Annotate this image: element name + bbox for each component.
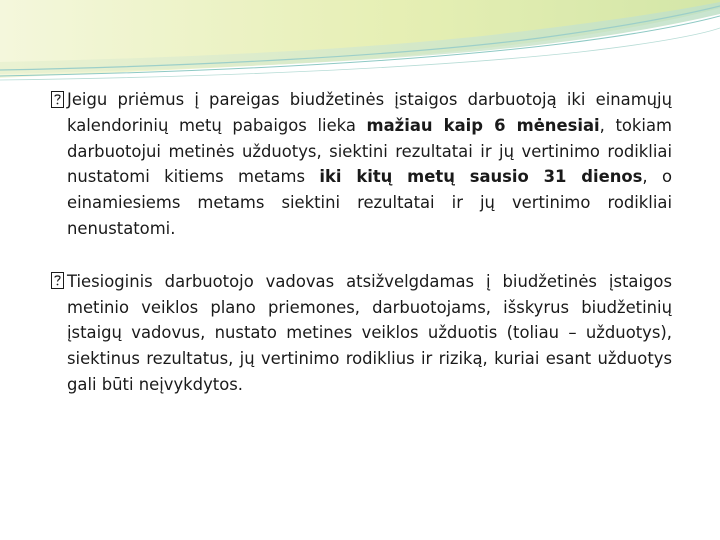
paragraph-probation-deadline	[50, 87, 672, 242]
paragraph-text-segment: Jeigu priėmus į pareigas biudžetinės įstaigos darbuotoją iki einamųjų kalendorinių metų pabaigos lieka	[67, 90, 672, 135]
paragraph-bold-segment: mažiau kaip 6 mėnesiai	[366, 115, 600, 135]
replacement-char-icon	[50, 272, 65, 290]
paragraph-text-segment: , tokiam darbuotojui metinės užduotys, siektini rezultatai ir jų vertinimo rodikliai nustatomi kitiems metams	[67, 115, 672, 187]
replacement-char-icon	[50, 90, 65, 108]
paragraph-supervisor-duties	[50, 269, 672, 398]
paragraph-text-segment: , o einamiesiems metams siektini rezultatai ir jų vertinimo rodikliai nenustatomi.	[67, 167, 672, 238]
paragraph-bold-segment: iki kitų metų sausio 31 dienos	[319, 167, 643, 187]
header-wave-decoration	[0, 0, 720, 90]
slide-body	[50, 87, 672, 398]
paragraph-text-segment: Tiesioginis darbuotojo vadovas atsižvelgdamas į biudžetinės įstaigos metinio veiklos plano priemones, darbuotojams, išskyrus biudžetinių įstaigų vadovus, nustato metines veiklos užduotis (toliau – užduotys), siektinus rezultatus, jų vertinimo rodiklius ir riziką, kuriai esant užduotys gali būti neįvykdytos.	[67, 271, 672, 394]
